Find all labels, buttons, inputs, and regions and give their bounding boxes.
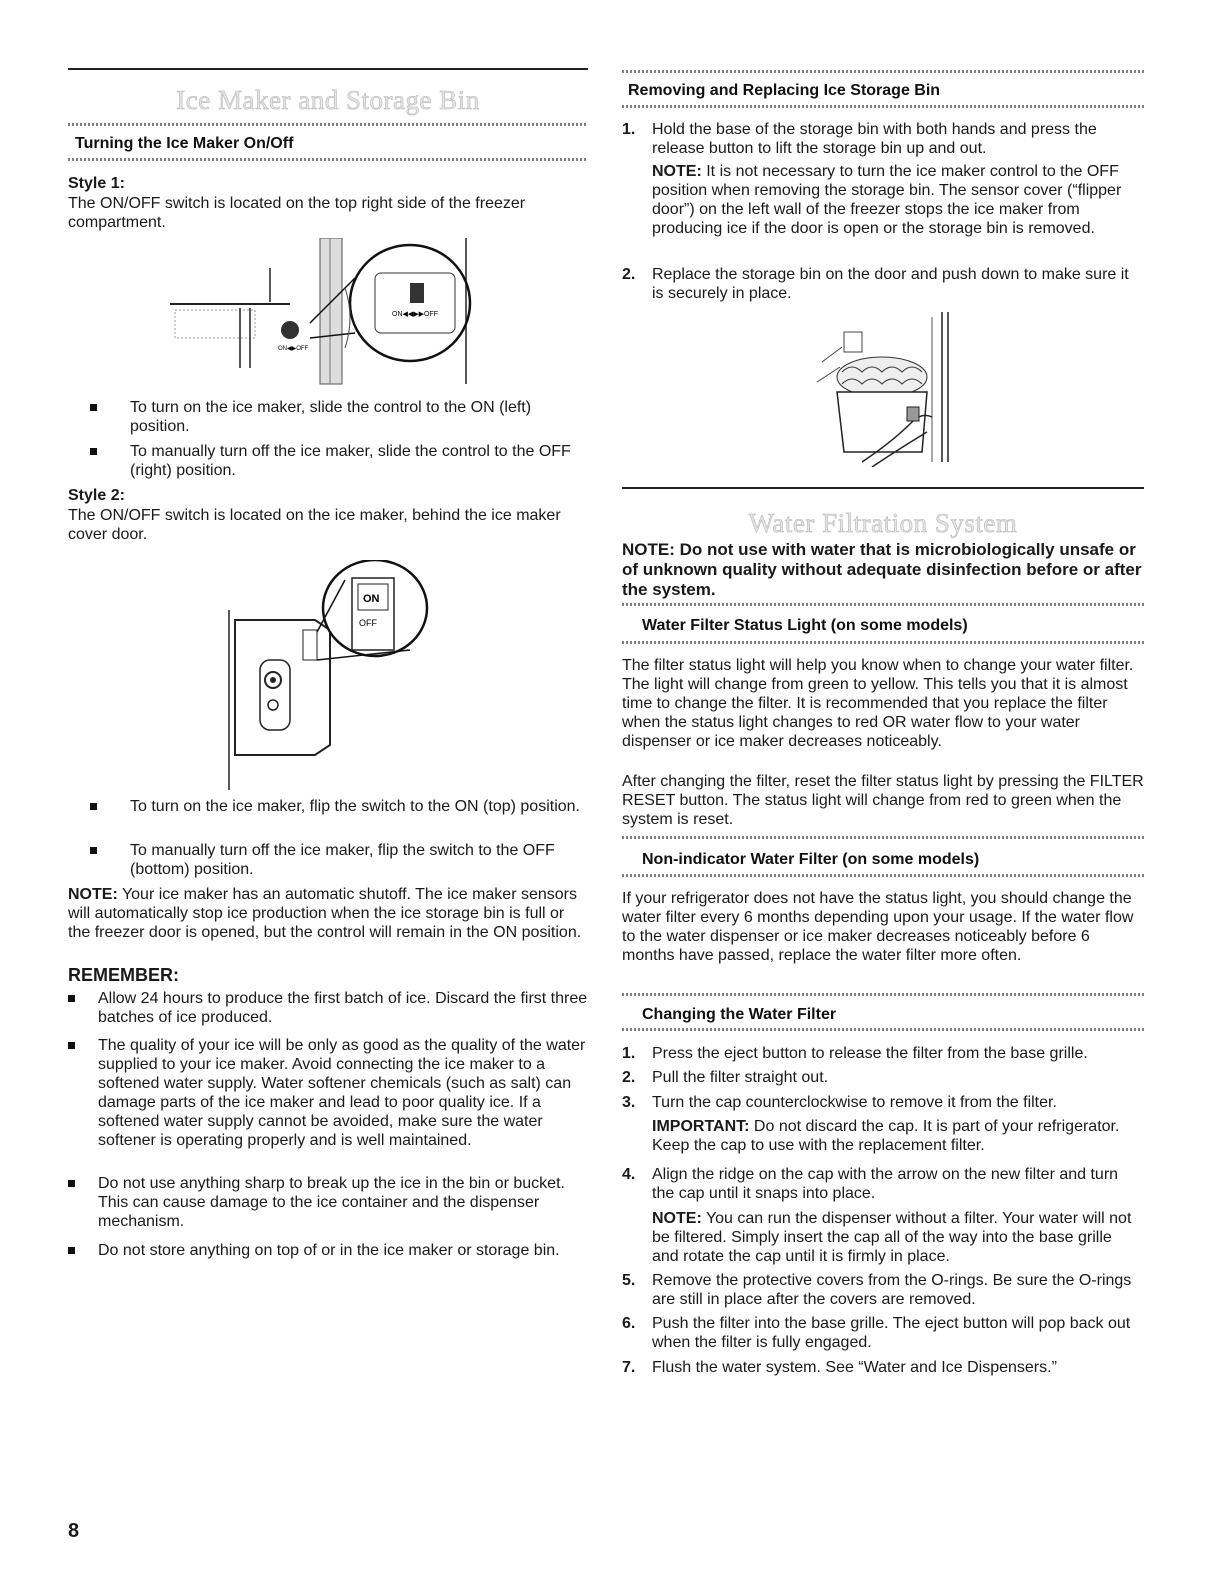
step-text: Press the eject button to release the filter from the base grille.	[652, 1045, 1088, 1062]
step-text: Align the ridge on the cap with the arrow on the new filter and turn the cap until it snaps into place.	[652, 1166, 1119, 1202]
subhead-removing-bin: Removing and Replacing Ice Storage Bin	[628, 82, 941, 99]
removing-step	[622, 120, 1144, 160]
non-indicator-paragraph: If your refrigerator does not have the status light, you should change the water filter every 6 months depending upon your usage. If the water flow to the water dispenser or ice maker decreases noticeably before 6 months have passed, replace the water filter more often.	[622, 890, 1134, 964]
bullet-text: The quality of your ice will be only as good as the quality of the water supplied to your ice maker. Avoid connecting the ice maker to a softened water supply. Water softener chemicals (such as salt) can damage parts of the ice maker and lead to poor quality ice. If a softened water supply cannot be avoided, make sure the water softener is operating properly and is well maintained.	[98, 1037, 586, 1149]
remember-heading: REMEMBER:	[68, 965, 179, 985]
step-number: 5.	[622, 1272, 636, 1289]
bullet-text: To turn on the ice maker, slide the control to the ON (left) position.	[130, 399, 532, 435]
dotted-rule	[622, 603, 1144, 606]
style2-switch-illustration	[225, 560, 435, 790]
subhead-changing-filter: Changing the Water Filter	[642, 1006, 837, 1023]
bullet-marker	[68, 1180, 75, 1187]
bullet-text: To manually turn off the ice maker, slide the control to the OFF (right) position.	[130, 443, 571, 479]
bullet-text: Do not use anything sharp to break up the ice in the bin or bucket. This can cause damage to the ice container and the dispenser mechanism.	[98, 1175, 565, 1230]
step-number: 4.	[622, 1166, 636, 1183]
note-text: Your ice maker has an automatic shutoff. The ice maker sensors will automatically stop ice production when the ice storage bin is full or the freezer door is opened, but the control will remain in the ON position.	[68, 886, 582, 941]
note-text: You can run the dispenser without a filter. Your water will not be filtered. Simply insert the cap all of the way into the base grille and rotate the cap until it is firmly in place.	[652, 1210, 1132, 1265]
style2-label: Style 2:	[68, 487, 125, 504]
step-number: 1.	[622, 121, 636, 138]
style1-bullet	[90, 398, 585, 438]
step-text: Push the filter into the base grille. The eject button will pop back out when the filter is fully engaged.	[652, 1315, 1131, 1351]
svg-text:ON◀▶OFF: ON◀▶OFF	[278, 346, 309, 352]
removing-note	[652, 162, 1142, 238]
dotted-rule	[68, 158, 588, 161]
shutoff-note	[68, 885, 588, 942]
dotted-rule	[622, 993, 1144, 996]
bullet-marker	[90, 448, 97, 455]
note-label: NOTE:	[68, 886, 118, 903]
svg-text:ON◀◀▶▶OFF: ON◀◀▶▶OFF	[392, 311, 439, 318]
style2-bullet	[90, 841, 585, 881]
important-label: IMPORTANT:	[652, 1118, 750, 1135]
step-number: 2.	[622, 1069, 636, 1086]
dotted-rule	[622, 836, 1144, 839]
switch-on-label: ON	[363, 593, 380, 605]
subhead-turning-on-off: Turning the Ice Maker On/Off	[75, 135, 294, 152]
style1-text: The ON/OFF switch is located on the top right side of the freezer compartment.	[68, 195, 526, 231]
style1-label: Style 1:	[68, 175, 125, 192]
subhead-status-light: Water Filter Status Light (on some models)	[642, 617, 968, 634]
step-text: Pull the filter straight out.	[652, 1069, 829, 1086]
section-title-water-filtration: Water Filtration System	[748, 508, 1018, 538]
bullet-marker	[68, 1042, 75, 1049]
subhead-non-indicator: Non-indicator Water Filter (on some models)	[642, 851, 980, 868]
important-text: Do not discard the cap. It is part of your refrigerator. Keep the cap to use with the replacement filter.	[652, 1118, 1120, 1154]
remember-bullet	[68, 1036, 588, 1171]
step-text: Replace the storage bin on the door and push down to make sure it is securely in place.	[652, 266, 1129, 302]
bullet-text: To manually turn off the ice maker, flip the switch to the OFF (bottom) position.	[130, 842, 555, 878]
changing-step	[622, 1314, 1144, 1354]
dotted-rule	[622, 641, 1144, 644]
step-text: Flush the water system. See “Water and Ice Dispensers.”	[652, 1359, 1057, 1376]
style1-bullet	[90, 442, 585, 482]
changing-step	[622, 1358, 1144, 1378]
style2-text: The ON/OFF switch is located on the ice maker, behind the ice maker cover door.	[68, 507, 561, 543]
dotted-rule	[622, 874, 1144, 877]
step-number: 6.	[622, 1315, 636, 1332]
note-label: NOTE:	[652, 1210, 702, 1227]
step-text: Hold the base of the storage bin with both hands and press the release button to lift the storage bin up and out.	[652, 121, 1097, 157]
storage-bin-illustration	[812, 312, 962, 467]
dotted-rule	[68, 123, 588, 126]
bullet-text: Do not store anything on top of or in the ice maker or storage bin.	[98, 1242, 560, 1259]
dotted-rule	[622, 105, 1144, 108]
changing-step	[622, 1044, 1144, 1064]
bullet-marker	[68, 1247, 75, 1254]
bullet-marker	[68, 995, 75, 1002]
filter-reset-paragraph: After changing the filter, reset the filter status light by pressing the FILTER RESET button. The status light will change from red to green when the system is reset.	[622, 773, 1144, 828]
step-number: 3.	[622, 1094, 636, 1111]
important-note	[652, 1117, 1142, 1155]
step-number: 7.	[622, 1359, 636, 1376]
top-rule-left	[68, 68, 588, 70]
remember-bullet	[68, 1174, 588, 1234]
removing-step	[622, 265, 1144, 305]
bullet-marker	[90, 847, 97, 854]
step-number: 2.	[622, 266, 636, 283]
changing-step	[622, 1068, 1144, 1088]
section-title-ice-maker: Ice Maker and Storage Bin	[176, 85, 480, 115]
changing-step	[622, 1165, 1144, 1205]
bullet-text: Allow 24 hours to produce the first batch of ice. Discard the first three batches of ice produced.	[98, 990, 588, 1026]
step-text: Remove the protective covers from the O-rings. Be sure the O-rings are still in place after the covers are removed.	[652, 1272, 1132, 1308]
status-light-paragraph: The filter status light will help you know when to change your water filter. The light will change from green to yellow. This tells you that it is almost time to change the filter. It is recommended that you replace the filter when the status light changes to red OR water flow to your water dispenser or ice maker decreases noticeably.	[622, 657, 1134, 750]
changing-step	[622, 1271, 1144, 1311]
style2-bullet	[90, 797, 585, 837]
section-rule-right	[622, 487, 1144, 489]
note-text: It is not necessary to turn the ice maker control to the OFF position when removing the storage bin. The sensor cover (“flipper door”) on the left wall of the freezer stops the ice maker from producing ice if the door is open or the storage bin is removed.	[652, 163, 1122, 237]
step-text: Turn the cap counterclockwise to remove it from the filter.	[652, 1094, 1057, 1111]
style1-switch-illustration	[170, 238, 475, 388]
note-label: NOTE:	[652, 163, 702, 180]
water-safety-warning: NOTE: Do not use with water that is microbiologically unsafe or of unknown quality without adequate disinfection before or after the system.	[622, 540, 1142, 599]
bullet-marker	[90, 803, 97, 810]
step-number: 1.	[622, 1045, 636, 1062]
bullet-marker	[90, 404, 97, 411]
remember-bullet	[68, 989, 588, 1029]
step4-note	[652, 1209, 1142, 1266]
remember-bullet	[68, 1241, 588, 1281]
changing-step	[622, 1093, 1144, 1113]
page-number: 8	[68, 1520, 80, 1542]
dotted-rule	[622, 1028, 1144, 1031]
switch-off-label: OFF	[359, 618, 377, 628]
bullet-text: To turn on the ice maker, flip the switch to the ON (top) position.	[130, 798, 580, 815]
dotted-rule	[622, 70, 1144, 73]
